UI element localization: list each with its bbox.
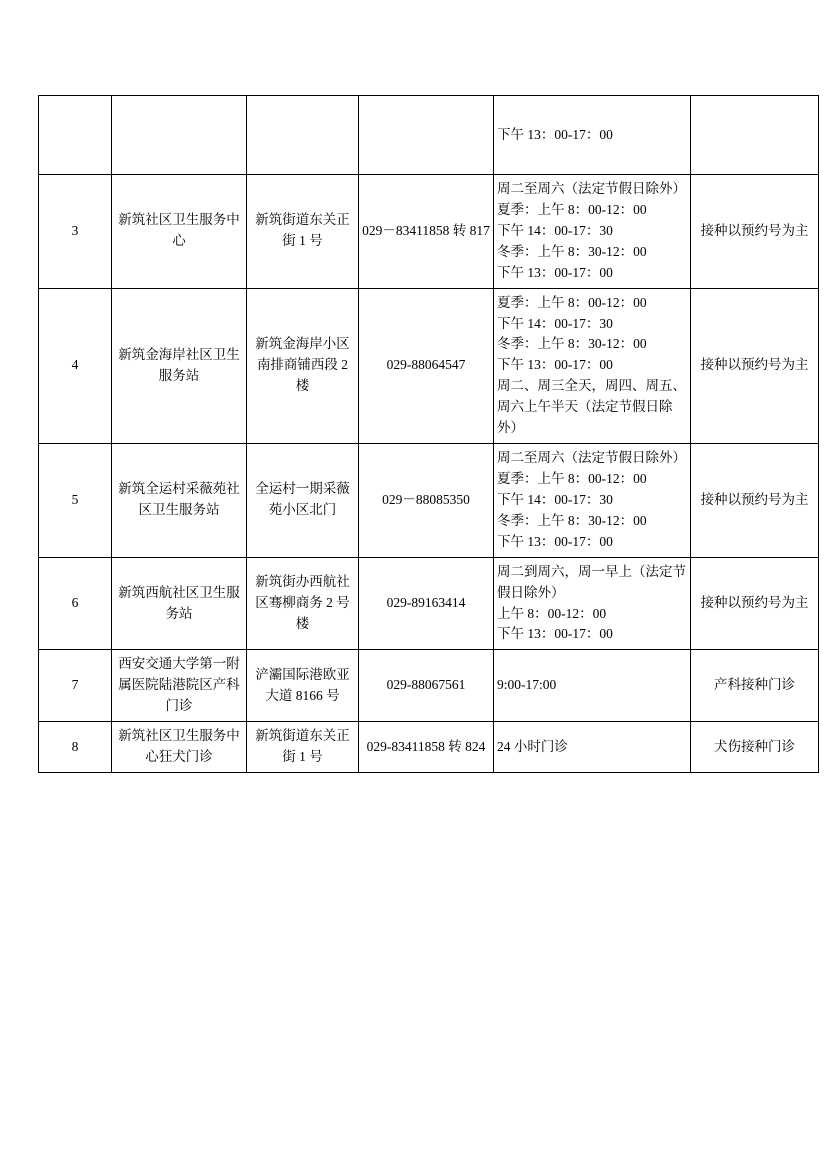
cell-schedule	[494, 557, 691, 650]
cell-phone: 029－88085350	[359, 444, 494, 558]
cell-unit-name: 新筑社区卫生服务中心狂犬门诊	[112, 722, 247, 773]
cell-phone: 029-83411858 转 824	[359, 722, 494, 773]
cell-schedule	[494, 175, 691, 289]
cell-note	[691, 96, 819, 175]
cell-index: 6	[39, 557, 112, 650]
cell-phone	[359, 96, 494, 175]
cell-note: 接种以预约号为主	[691, 557, 819, 650]
time-line: 下午 13：00-17：00	[497, 264, 613, 280]
vaccination-sites-table-container	[38, 95, 809, 773]
cell-index: 8	[39, 722, 112, 773]
cell-schedule	[494, 288, 691, 443]
cell-address: 新筑街道东关正街 1 号	[247, 722, 359, 773]
table-row	[39, 444, 819, 558]
vaccination-sites-table	[38, 95, 819, 773]
cell-unit-name: 新筑全运村采薇苑社区卫生服务站	[112, 444, 247, 558]
table-row	[39, 96, 819, 175]
time-line: 周二至周六（法定节假日除外）	[497, 450, 686, 466]
time-line: 24 小时门诊	[497, 738, 568, 754]
cell-phone: 029-89163414	[359, 557, 494, 650]
cell-address: 新筑街道东关正街 1 号	[247, 175, 359, 289]
cell-index	[39, 96, 112, 175]
time-line: 下午 13：00-17：00	[497, 357, 613, 373]
cell-address: 浐灞国际港欧亚大道 8166 号	[247, 650, 359, 722]
cell-address	[247, 96, 359, 175]
cell-phone: 029－83411858 转 817	[359, 175, 494, 289]
table-row	[39, 557, 819, 650]
cell-note: 接种以预约号为主	[691, 175, 819, 289]
cell-schedule	[494, 444, 691, 558]
time-line: 冬季：上午 8：30-12：00	[497, 336, 647, 352]
time-line: 下午 14：00-17：30	[497, 491, 613, 507]
table-row	[39, 175, 819, 289]
cell-schedule	[494, 722, 691, 773]
cell-unit-name: 新筑西航社区卫生服务站	[112, 557, 247, 650]
time-line: 9:00-17:00	[497, 677, 557, 693]
cell-index: 3	[39, 175, 112, 289]
cell-index: 5	[39, 444, 112, 558]
cell-note: 接种以预约号为主	[691, 288, 819, 443]
time-line: 上午 8：00-12：00	[497, 605, 607, 621]
time-line: 夏季：上午 8：00-12：00	[497, 294, 647, 310]
time-line: 冬季：上午 8：30-12：00	[497, 512, 647, 528]
cell-phone: 029-88064547	[359, 288, 494, 443]
cell-address: 新筑金海岸小区南排商铺西段 2 楼	[247, 288, 359, 443]
cell-note: 产科接种门诊	[691, 650, 819, 722]
cell-unit-name: 新筑社区卫生服务中心	[112, 175, 247, 289]
time-line: 夏季：上午 8：00-12：00	[497, 470, 647, 486]
time-line: 周二、周三全天，周四、周五、周六上午半天（法定节假日除外）	[497, 378, 686, 436]
table-row	[39, 288, 819, 443]
cell-note: 接种以预约号为主	[691, 444, 819, 558]
time-line: 周二至周六（法定节假日除外）	[497, 181, 686, 196]
table-row	[39, 650, 819, 722]
cell-unit-name	[112, 96, 247, 175]
time-line: 夏季：上午 8：00-12：00	[497, 201, 647, 217]
time-line: 下午 13：00-17：00	[497, 533, 613, 549]
time-line: 下午 14：00-17：30	[497, 315, 613, 331]
cell-address: 新筑街办西航社区骞柳商务 2 号楼	[247, 557, 359, 650]
cell-unit-name: 西安交通大学第一附属医院陆港院区产科门诊	[112, 650, 247, 722]
cell-index: 7	[39, 650, 112, 722]
cell-schedule	[494, 650, 691, 722]
time-line: 冬季：上午 8：30-12：00	[497, 243, 647, 259]
cell-index: 4	[39, 288, 112, 443]
table-row	[39, 722, 819, 773]
cell-note: 犬伤接种门诊	[691, 722, 819, 773]
time-line: 下午 14：00-17：30	[497, 222, 613, 238]
time-line: 下午 13：00-17：00	[497, 626, 613, 642]
table-body	[39, 96, 819, 773]
cell-address: 全运村一期采薇苑小区北门	[247, 444, 359, 558]
cell-phone: 029-88067561	[359, 650, 494, 722]
cell-unit-name: 新筑金海岸社区卫生服务站	[112, 288, 247, 443]
cell-schedule	[494, 96, 691, 175]
time-line: 下午 13：00-17：00	[497, 126, 613, 142]
time-line: 周二到周六，周一早上（法定节假日除外）	[497, 563, 686, 600]
